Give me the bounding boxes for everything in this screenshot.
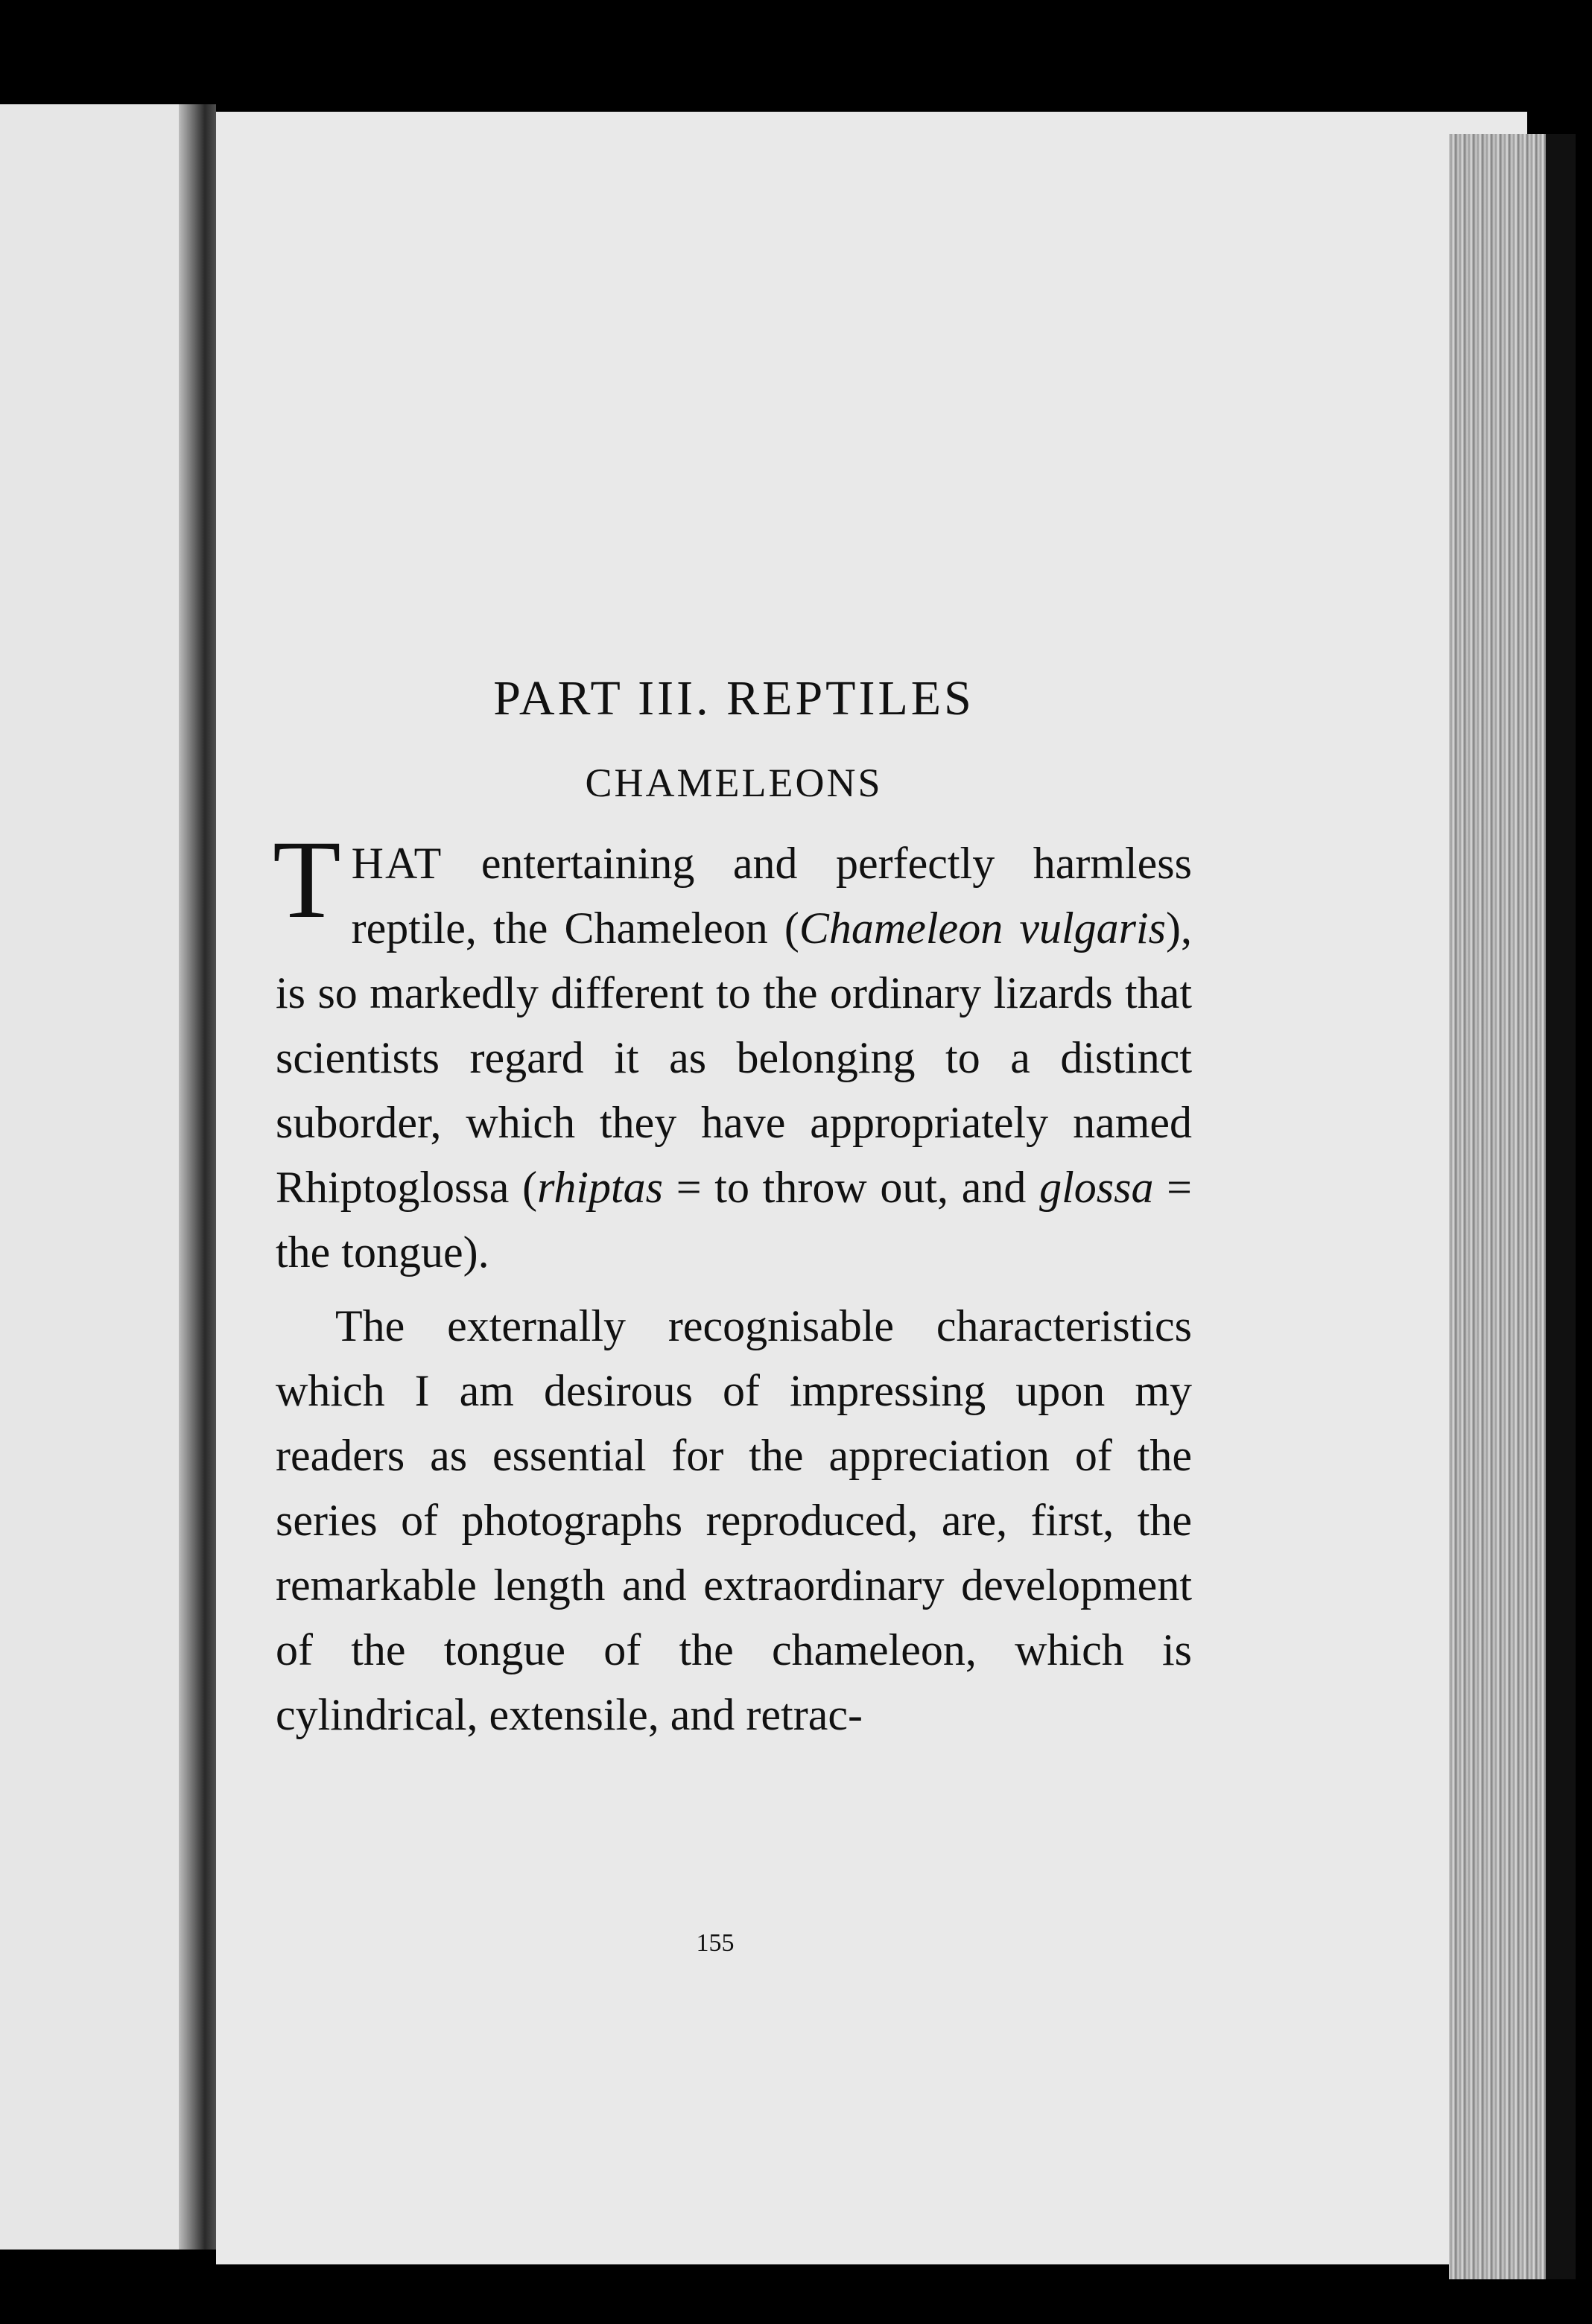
- book-gutter: [179, 104, 216, 2250]
- page-text-block: [273, 670, 1192, 1747]
- greek-term-glossa: glossa: [1039, 1163, 1154, 1212]
- paragraph-1-text-a: entertaining and perfectly harmless reptile, the Chameleon (: [351, 839, 1192, 953]
- body-text: [273, 818, 1192, 1747]
- paragraph-2: The externally recognisable characteristics which I am desirous of impressing upon my readers as essential for the appreciation of the series of photographs reproduced, are, first, the remarkable length and extraordinary development of the tongue of the chameleon, which is cylindrical, extensile, and retrac-: [276, 1301, 1192, 1739]
- page-edges: [1449, 134, 1576, 2279]
- facing-page: [0, 104, 200, 2250]
- paragraph-1: [273, 818, 1192, 1285]
- species-name: Chameleon vulgaris: [799, 904, 1167, 953]
- part-title: PART III. REPTILES: [493, 671, 974, 726]
- page-number: 155: [696, 1929, 735, 1957]
- greek-term-rhiptas: rhiptas: [537, 1163, 664, 1212]
- paragraph-1-text-b: ), is so markedly different to the ordinary lizards that scientists regard it as belonging to a distinct suborder, which they have appropriately named Rhiptoglossa (: [276, 904, 1192, 1212]
- paragraph-1-text-c: = to throw out, and: [663, 1163, 1040, 1212]
- lead-word: HAT: [351, 839, 443, 888]
- drop-cap: T: [273, 818, 341, 942]
- paragraph-1-text-d: = the tongue).: [276, 1163, 1192, 1277]
- section-title: CHAMELEONS: [585, 761, 883, 805]
